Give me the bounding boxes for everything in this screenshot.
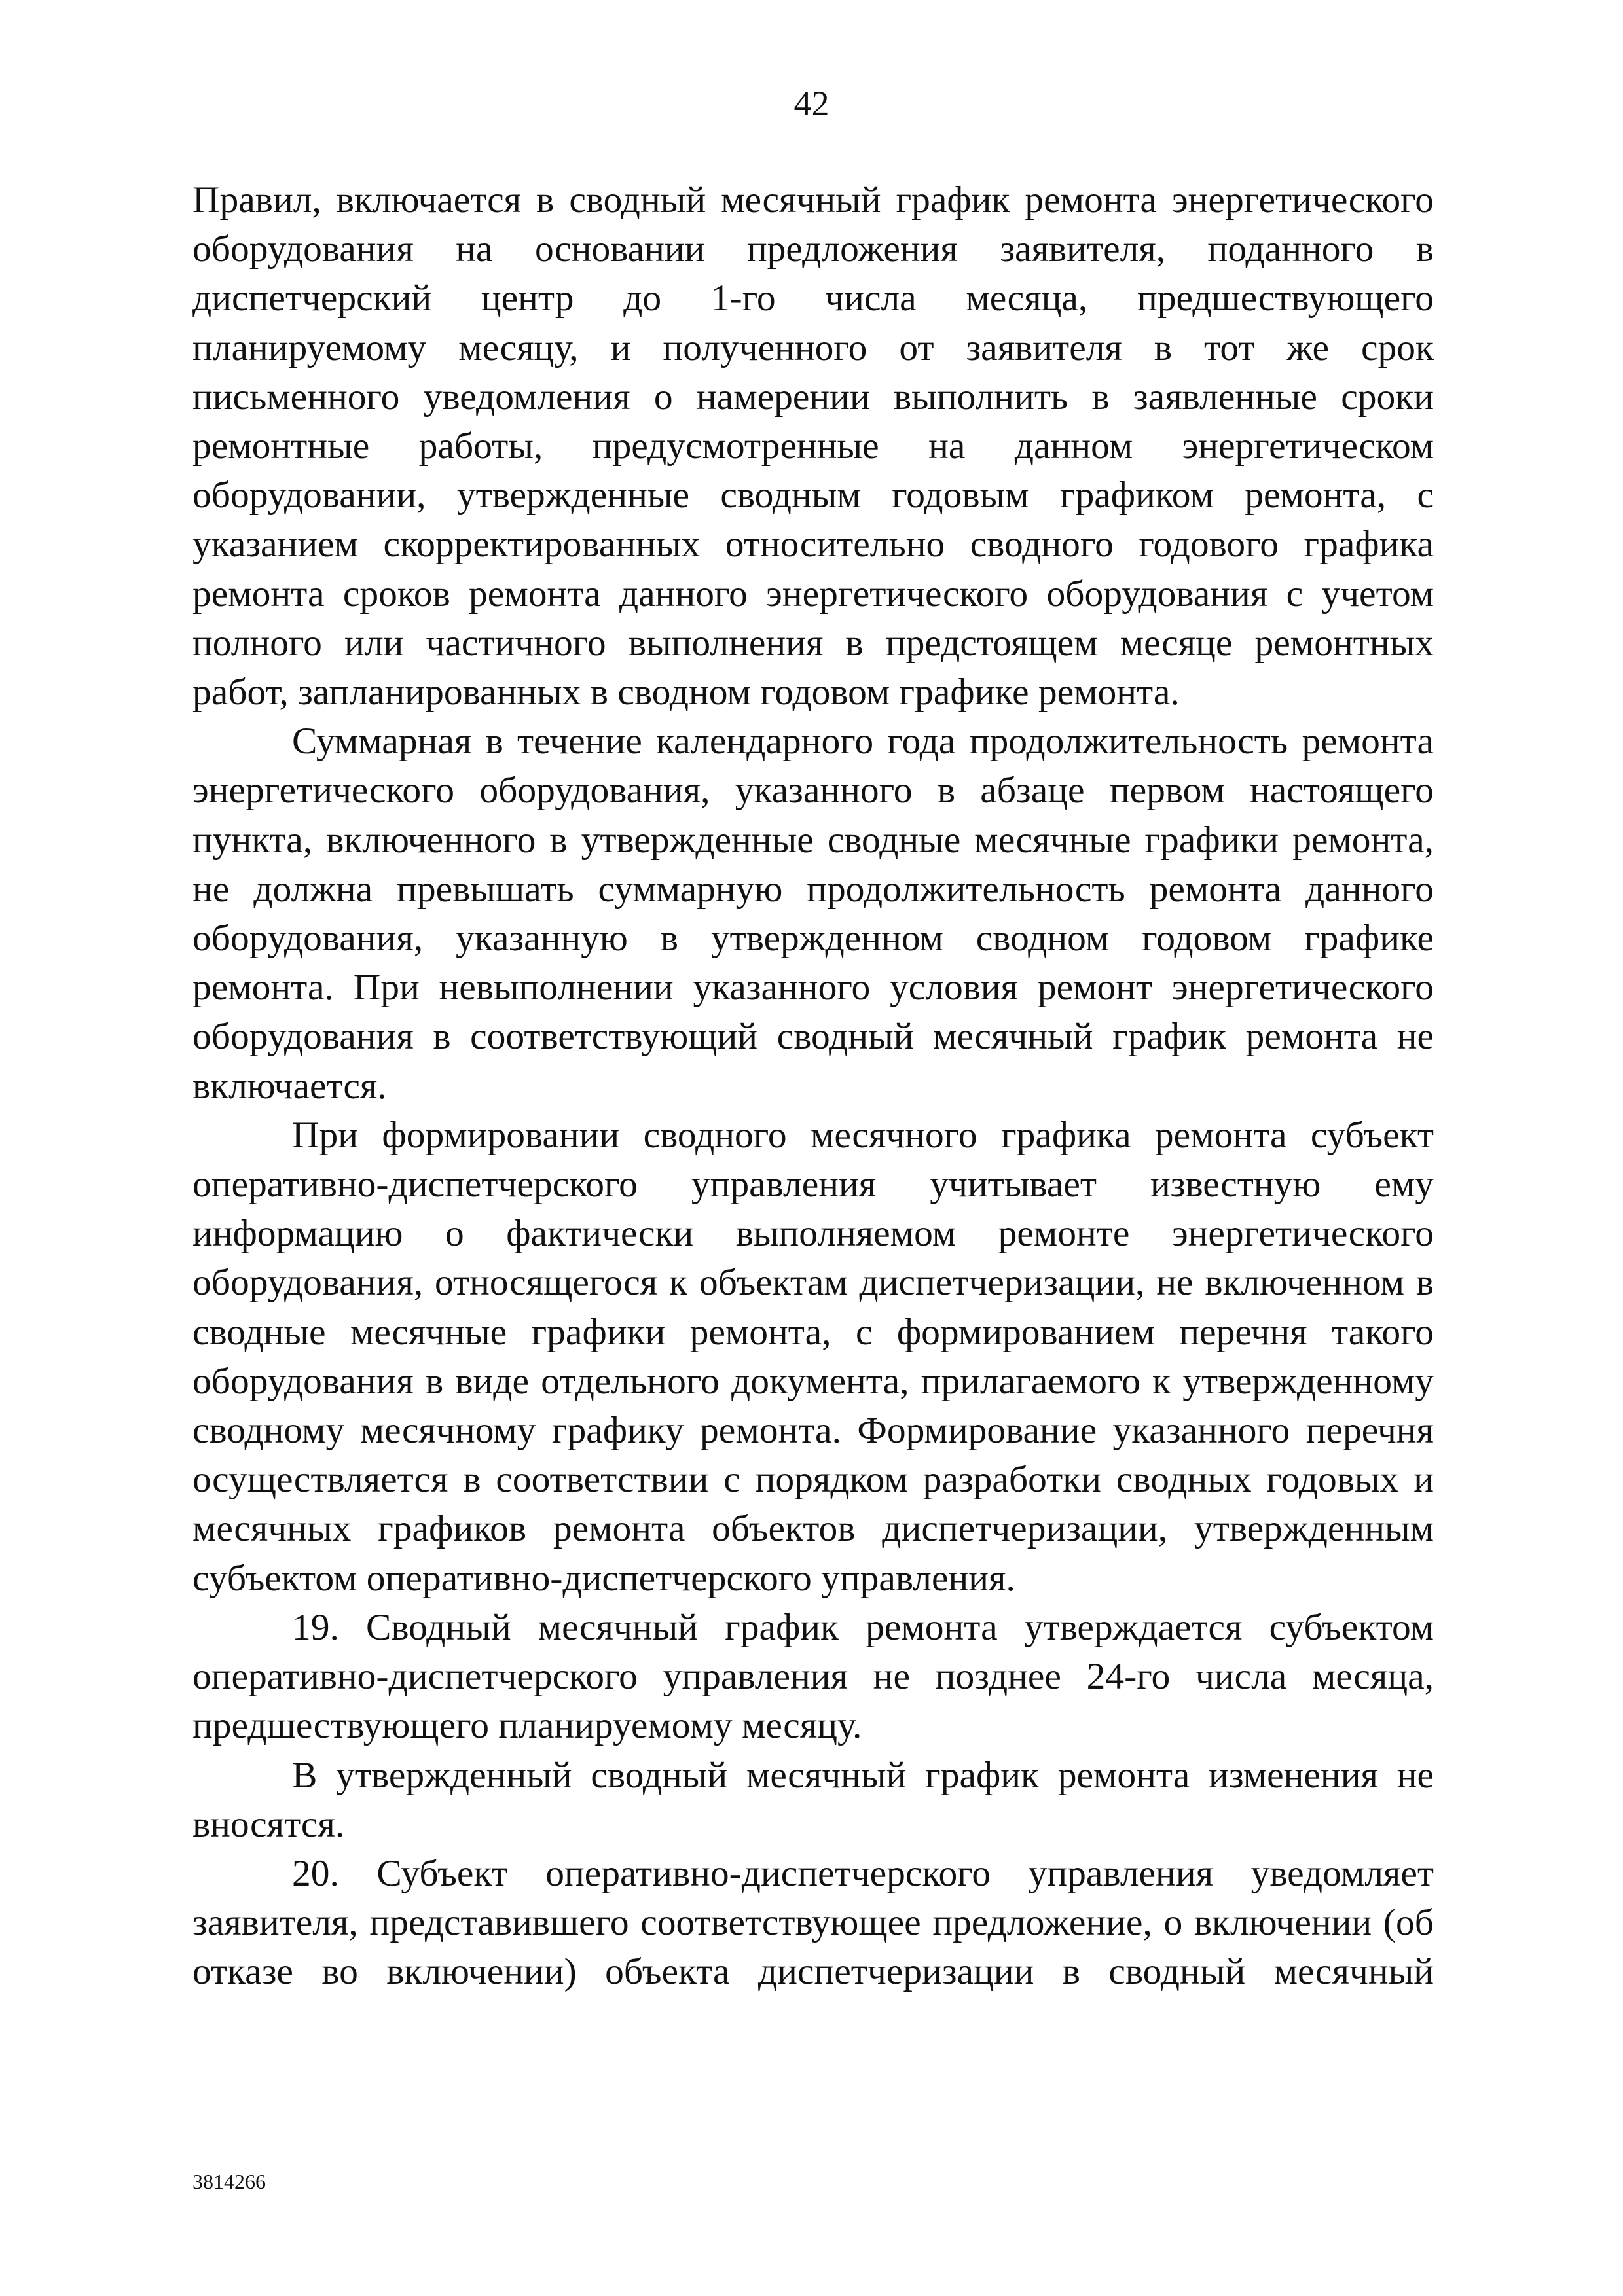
paragraph-total-duration: Суммарная в течение календарного года продолжительность ремонта энергетического оборудования, указанного в абзаце первом настоящего пункта, включенного в утвержденные сводные месячные графики ремонта, не должна превышать суммарную продолжительность ремонта данного оборудования, указанную в утвержденном сводном годовом графике ремонта. При невыполнении указанного условия ремонт энергетического оборудования в соответствующий сводный месячный график ремонта не включается. bbox=[192, 721, 1434, 1107]
paragraph-continuation: Правил, включается в сводный месячный график ремонта энергетического оборудования на основании предложения заявителя, поданного в диспетчерский центр до 1-го числа месяца, предшествующего планируемому месяцу, и полученного от заявителя в тот же срок письменного уведомления о намерении выполнить в заявленные сроки ремонтные работы, предусмотренные на данном энергетическом оборудовании, утвержденные сводным годовым графиком ремонта, с указанием скорректированных относительно сводного годового графика ремонта сроков ремонта данного энергетического оборудования с учетом полного или частичного выполнения в предстоящем месяце ремонтных работ, запланированных в сводном годовом графике ремонта. bbox=[192, 179, 1434, 713]
page-number: 42 bbox=[793, 84, 830, 123]
document-code: 3814266 bbox=[192, 2170, 266, 2193]
paragraph-no-changes: В утвержденный сводный месячный график ремонта изменения не вносятся. bbox=[192, 1754, 1434, 1845]
document-body bbox=[192, 175, 1434, 1997]
paragraph-monthly-schedule-formation: При формировании сводного месячного графика ремонта субъект оперативно-диспетчерского управления учитывает известную ему информацию о фактически выполняемом ремонте энергетического оборудования, относящегося к объектам диспетчеризации, не включенном в сводные месячные графики ремонта, с формированием перечня такого оборудования в виде отдельного документа, прилагаемого к утвержденному сводному месячному графику ремонта. Формирование указанного перечня осуществляется в соответствии с порядком разработки сводных годовых и месячных графиков ремонта объектов диспетчеризации, утвержденным субъектом оперативно-диспетчерского управления. bbox=[192, 1114, 1434, 1599]
paragraph-item-20: 20. Субъект оперативно-диспетчерского управления уведомляет заявителя, представившего соответствующее предложение, о включении (об отказе во включении) объекта диспетчеризации в сводный месячный bbox=[192, 1852, 1434, 1993]
paragraph-item-19: 19. Сводный месячный график ремонта утверждается субъектом оперативно-диспетчерского управления не позднее 24-го числа месяца, предшествующего планируемому месяцу. bbox=[192, 1606, 1434, 1747]
